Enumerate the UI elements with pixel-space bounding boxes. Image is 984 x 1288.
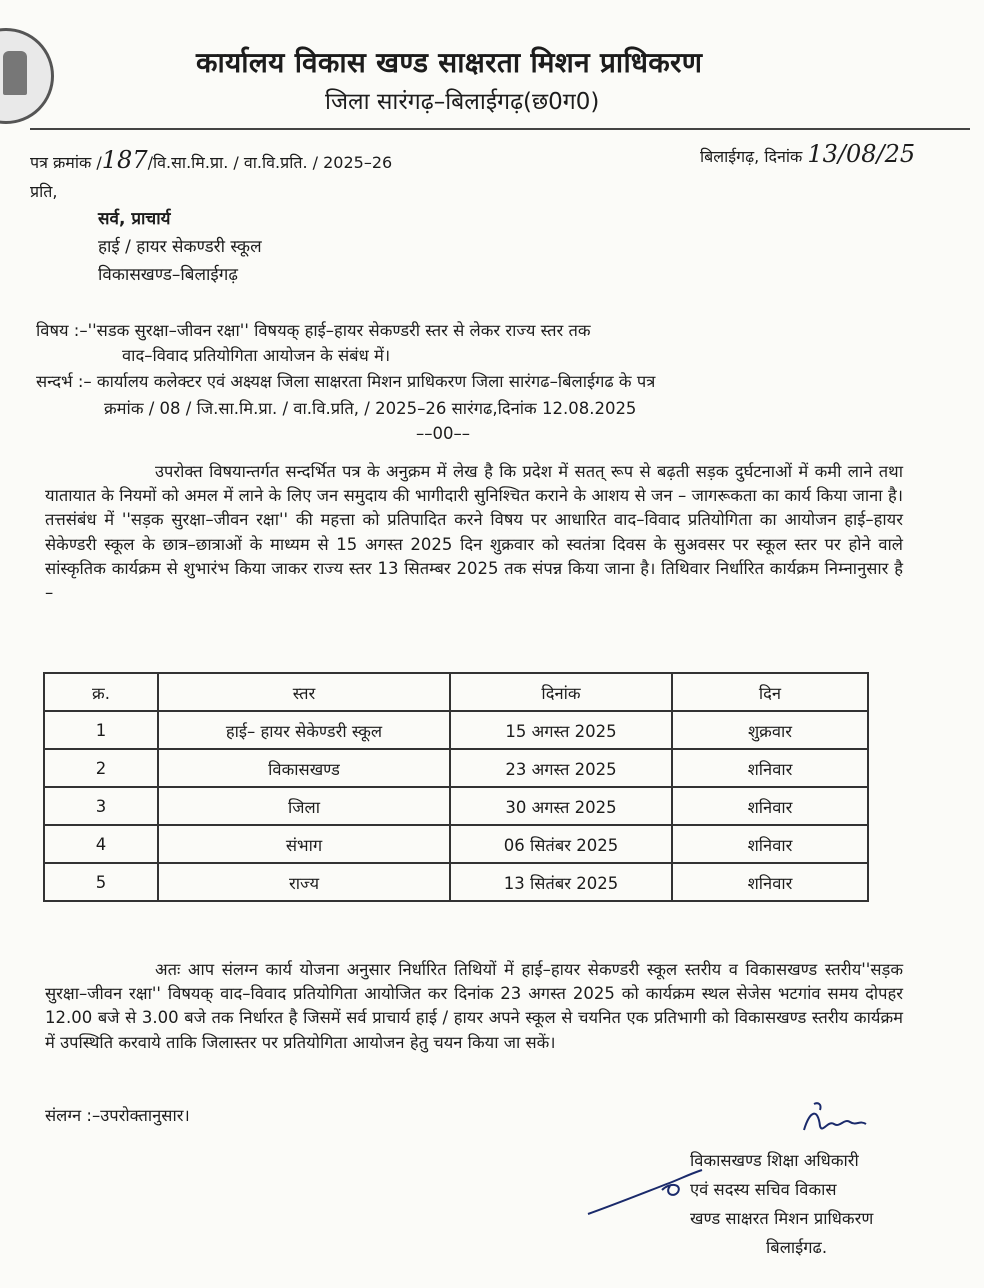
signature-block xyxy=(690,1146,873,1262)
cell-day: शनिवार xyxy=(672,863,868,901)
cell-sn: 3 xyxy=(44,787,158,825)
signature-flourish xyxy=(586,1168,706,1218)
letter-reference-number xyxy=(30,146,392,174)
body-paragraph-1 xyxy=(45,460,903,605)
col-header-level: स्तर xyxy=(158,673,450,711)
body-paragraph-2 xyxy=(45,958,903,1055)
ref-handwritten-number: 187 xyxy=(101,146,148,174)
date-handwritten-value: 13/08/25 xyxy=(807,140,916,168)
header-divider xyxy=(30,128,970,130)
cell-date: 30 अगस्त 2025 xyxy=(450,787,672,825)
table-row xyxy=(44,711,868,749)
col-header-sn: क्र. xyxy=(44,673,158,711)
cell-day: शुक्रवार xyxy=(672,711,868,749)
cell-date: 06 सितंबर 2025 xyxy=(450,825,672,863)
cell-sn: 5 xyxy=(44,863,158,901)
separator: ––00–– xyxy=(416,424,470,443)
addressee-line-1: सर्व, प्राचार्य xyxy=(98,209,171,229)
signatory-designation-1: विकासखण्ड शिक्षा अधिकारी xyxy=(690,1151,859,1170)
table-row xyxy=(44,749,868,787)
cell-level: राज्य xyxy=(158,863,450,901)
cell-date: 23 अगस्त 2025 xyxy=(450,749,672,787)
letter-date xyxy=(700,140,915,168)
cell-sn: 2 xyxy=(44,749,158,787)
emblem-seal xyxy=(0,28,54,124)
table-row xyxy=(44,787,868,825)
cell-level: हाई– हायर सेकेण्डरी स्कूल xyxy=(158,711,450,749)
signatory-location: बिलाईगढ. xyxy=(766,1238,828,1257)
ref-suffix: /वि.सा.मि.प्रा. / वा.वि.प्रति. / 2025–26 xyxy=(147,153,393,172)
table-header-row xyxy=(44,673,868,711)
to-label: प्रति, xyxy=(30,182,58,201)
cell-day: शनिवार xyxy=(672,749,868,787)
cell-level: विकासखण्ड xyxy=(158,749,450,787)
subject-line-2: वाद–विवाद प्रतियोगिता आयोजन के संबंध में। xyxy=(122,346,391,365)
body-paragraph-1-text: उपरोक्त विषयान्तर्गत सन्दर्भित पत्र के अनुक्रम में लेख है कि प्रदेश में सतत् रूप से बढ़ती सड़क दुर्घटनाओं में कमी लाने तथा यातायात के नियमों को अमल में लाने के लिए जन समुदाय की भागीदारी सुनिश्चित कराने के आशय से जन – जागरूकता का कार्य किया जाना है। तत्तसंबंध में ''सड़क सुरक्षा–जीवन रक्षा'' की महत्ता को प्रतिपादित करने विषय पर आधारित वाद–विवाद प्रतियोगिता का आयोजन हाई–हायर सेकेण्डरी स्कूल के छात्र–छात्राओं के माध्यम से 15 अगस्त 2025 दिन शुक्रवार को स्वतंत्रा दिवस के सुअवसर पर स्कूल स्तर पर होने वाले सांस्कृतिक कार्यक्रम से शुभारंभ किया जाकर राज्य स्तर 13 सितम्बर 2025 तक संपन्न किया जाना है। तिथिवार निर्धारित कार्यक्रम निम्नानुसार है – xyxy=(45,462,903,603)
cell-level: संभाग xyxy=(158,825,450,863)
office-title: कार्यालय विकास खण्ड साक्षरता मिशन प्राधिकरण xyxy=(196,46,703,79)
cell-day: शनिवार xyxy=(672,787,868,825)
cell-day: शनिवार xyxy=(672,825,868,863)
cell-sn: 1 xyxy=(44,711,158,749)
cell-date: 15 अगस्त 2025 xyxy=(450,711,672,749)
signatory-designation-3: खण्ड साक्षरत मिशन प्राधिकरण xyxy=(690,1209,874,1228)
subject-line-1: विषय :–''सडक सुरक्षा–जीवन रक्षा'' विषयक् हाई–हायर सेकण्डरी स्तर से लेकर राज्य स्तर तक xyxy=(36,321,591,340)
enclosure-note: संलग्न :–उपरोक्तानुसार। xyxy=(45,1106,190,1125)
addressee-line-2: हाई / हायर सेकण्डरी स्कूल xyxy=(98,237,262,257)
reference-line-1: सन्दर्भ :– कार्यालय कलेक्टर एवं अक्ष्यक्ष जिला साक्षरता मिशन प्राधिकरण जिला सारंगढ–बिलाईगढ के पत्र xyxy=(36,372,656,391)
ref-prefix: पत्र क्रमांक / xyxy=(30,153,102,172)
cell-date: 13 सितंबर 2025 xyxy=(450,863,672,901)
body-paragraph-2-text: अतः आप संलग्न कार्य योजना अनुसार निर्धारित तिथियों में हाई–हायर सेकण्डरी स्कूल स्तरीय व विकासखण्ड स्तरीय''सड़क सुरक्षा–जीवन रक्षा'' विषयक् वाद–विवाद प्रतियोगिता आयोजित कर दिनांक 23 अगस्त 2025 को कार्यक्रम स्थल सेजेस भटगांव समय दोपहर 12.00 बजे से 3.00 बजे तक निर्धारत है जिसमें सर्व प्राचार्य हाई / हायर अपने स्कूल से चयनित एक प्रतिभागी को विकासखण्ड स्तरीय कार्यक्रम में उपस्थिति करवाये ताकि जिलास्तर पर प्रतियोगिता आयोजन हेतु चयन किया जा सकें। xyxy=(45,960,903,1052)
table-row xyxy=(44,825,868,863)
table-row xyxy=(44,863,868,901)
date-label: बिलाईगढ़, दिनांक xyxy=(700,147,803,166)
signatory-designation-2: एवं सदस्य सचिव विकास xyxy=(690,1180,837,1199)
signature-scribble xyxy=(800,1100,870,1140)
col-header-date: दिनांक xyxy=(450,673,672,711)
cell-level: जिला xyxy=(158,787,450,825)
reference-line-2: क्रमांक / 08 / जि.सा.मि.प्रा. / वा.वि.प्रति, / 2025–26 सारंगढ,दिनांक 12.08.2025 xyxy=(104,399,637,418)
col-header-day: दिन xyxy=(672,673,868,711)
cell-sn: 4 xyxy=(44,825,158,863)
addressee-line-3: विकासखण्ड–बिलाईगढ़ xyxy=(98,265,238,285)
office-subtitle: जिला सारंगढ़–बिलाईगढ़(छ0ग0) xyxy=(325,89,600,115)
schedule-table xyxy=(43,672,869,902)
